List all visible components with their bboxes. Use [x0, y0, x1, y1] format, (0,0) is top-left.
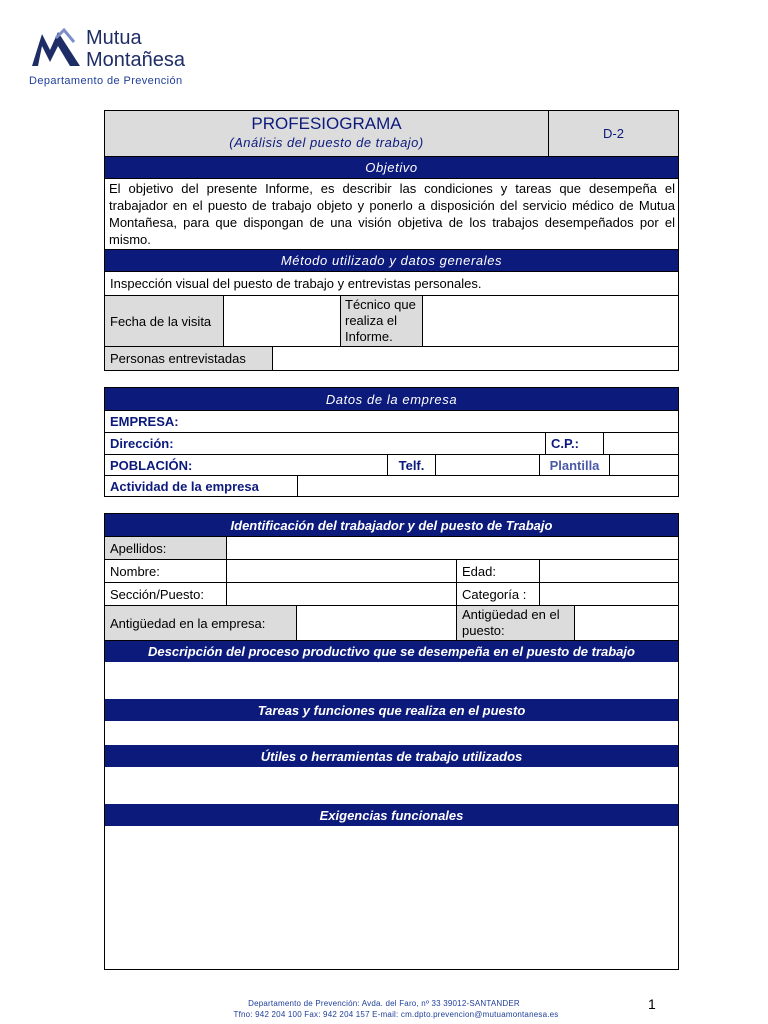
metodo-heading: Método utilizado y datos generales [105, 249, 678, 271]
nombre-field[interactable] [226, 560, 456, 582]
direccion-row [105, 432, 678, 454]
exigencias-field[interactable] [105, 826, 678, 969]
actividad-field[interactable] [297, 476, 678, 496]
poblacion-label: POBLACIÓN: [110, 457, 193, 473]
title-row [105, 111, 678, 156]
tecnico-field[interactable] [422, 296, 678, 346]
telf-field[interactable] [435, 455, 539, 475]
utiles-heading: Útiles o herramientas de trabajo utilizados [105, 745, 678, 767]
empresa-label: EMPRESA: [105, 410, 678, 432]
seccion-label: Sección/Puesto: [110, 586, 204, 602]
nombre-row [105, 559, 678, 582]
actividad-row [105, 475, 678, 496]
antiguedad-row [105, 605, 678, 640]
seccion-field[interactable] [226, 583, 456, 605]
trabajador-heading: Identificación del trabajador y del puesto de Trabajo [105, 514, 678, 536]
objetivo-text: El objetivo del presente Informe, es describir las condiciones y tareas que desempeña el trabajador en el puesto de trabajo objeto y ponerlo a disposición del servicio médico de Mutua Montañesa, para que dispongan de una visión objetiva de los trabajos desempeñados por el mismo. [105, 178, 678, 249]
visita-row [105, 295, 678, 346]
document-subtitle: (Análisis del puesto de trabajo) [229, 135, 424, 150]
page-number: 1 [648, 996, 656, 1012]
edad-label: Edad: [456, 560, 539, 582]
personas-label: Personas entrevistadas [105, 347, 272, 370]
utiles-field[interactable] [105, 767, 678, 804]
plantilla-field[interactable] [609, 455, 637, 475]
document-title: PROFESIOGRAMA [251, 114, 402, 133]
nombre-label: Nombre: [110, 563, 160, 579]
profesiograma-table [104, 110, 679, 371]
footer-contact: Tfno: 942 204 100 Fax: 942 204 157 E-mail: cm.dpto.prevencion@mutuamontanesa.es [233, 1010, 559, 1019]
telf-label: Telf. [387, 455, 435, 475]
empresa-heading: Datos de la empresa [105, 388, 678, 410]
actividad-label: Actividad de la empresa [110, 478, 259, 494]
personas-row [105, 346, 678, 370]
antiguedad-puesto-label: Antigüedad en el puesto: [456, 606, 574, 640]
edad-field[interactable] [539, 560, 678, 582]
poblacion-row [105, 454, 678, 475]
cp-field[interactable] [603, 433, 678, 454]
descripcion-field[interactable] [105, 662, 678, 699]
fecha-visita-field[interactable] [223, 296, 340, 346]
apellidos-label: Apellidos: [105, 537, 226, 559]
categoria-label: Categoría : [456, 583, 539, 605]
tareas-heading: Tareas y funciones que realiza en el puesto [105, 699, 678, 721]
apellidos-field[interactable] [226, 537, 678, 559]
mutua-logo-icon [30, 28, 82, 68]
exigencias-heading: Exigencias funcionales [105, 804, 678, 826]
antiguedad-empresa-label: Antigüedad en la empresa: [105, 606, 296, 640]
brand-line2: Montañesa [86, 49, 185, 71]
antiguedad-puesto-field[interactable] [574, 606, 678, 640]
personas-field[interactable] [272, 347, 678, 370]
footer-address: Departamento de Prevención: Avda. del Faro, nº 33 39012-SANTANDER [248, 999, 520, 1008]
brand-name [86, 27, 185, 71]
descripcion-heading: Descripción del proceso productivo que se desempeña en el puesto de trabajo [105, 640, 678, 662]
seccion-row [105, 582, 678, 605]
fecha-visita-label: Fecha de la visita [105, 296, 223, 346]
apellidos-row [105, 536, 678, 559]
brand-line1: Mutua [86, 27, 142, 49]
cp-label: C.P.: [545, 433, 603, 454]
empresa-table [104, 387, 679, 497]
antiguedad-empresa-field[interactable] [296, 606, 456, 640]
objetivo-heading: Objetivo [105, 156, 678, 178]
trabajador-table [104, 513, 679, 970]
document-code: D-2 [548, 111, 678, 156]
tecnico-label: Técnico que realiza el Informe. [340, 296, 422, 346]
tareas-field[interactable] [105, 721, 678, 745]
plantilla-label: Plantilla [539, 455, 609, 475]
metodo-text: Inspección visual del puesto de trabajo y entrevistas personales. [105, 271, 678, 295]
categoria-field[interactable] [539, 583, 678, 605]
direccion-label: Dirección: [110, 436, 174, 451]
department-label: Departamento de Prevención [29, 75, 183, 87]
